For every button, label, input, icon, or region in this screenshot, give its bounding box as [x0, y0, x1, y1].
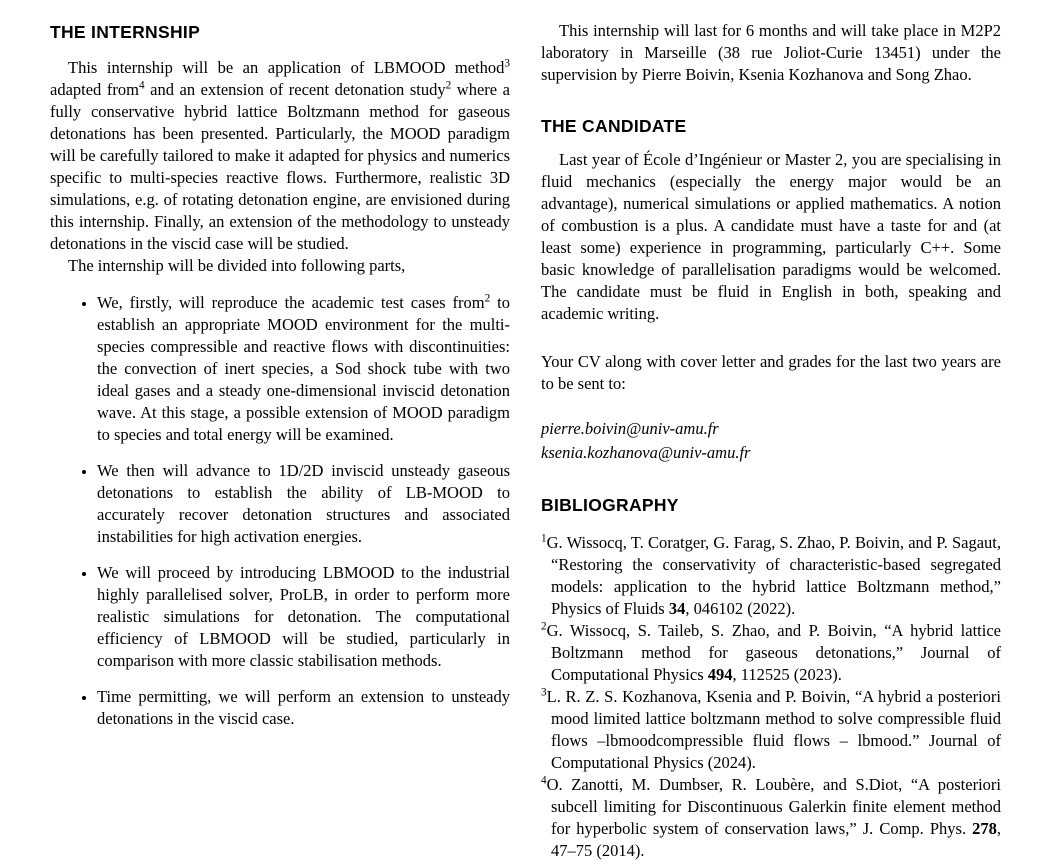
left-column [50, 20, 510, 867]
email-pierre-boivin: pierre.boivin@univ-amu.fr [541, 419, 719, 438]
task-item-4: • Time permitting, we will perform an extension to unsteady detonations in the viscid case. [97, 686, 510, 730]
internship-description-paragraph: This internship will be an application of LBMOOD method$^3$ adapted from$^4$ and an extension of recent detonation study$^2$ where a fully conservative hybrid lattice Boltzmann method for gaseous detonations has been presented. Particularly, the MOOD paradigm will be carefully tailored to make it adapted for physics and numerics specific to multi-species reactive flows. Furthermore, realistic 3D simulations, e.g. of rotating detonation engine, are envisioned during this internship. Finally, an extension of the methodology to unsteady detonations in the viscid case will be studied. [50, 57, 510, 253]
internship-tasks-list [50, 292, 510, 730]
location-duration-paragraph: This internship will last for 6 months and will take place in M2P2 laboratory in Marseille (38 rue Joliot-Curie 13451) under the supervision by Pierre Boivin, Ksenia Kozhanova and Song Zhao. [541, 21, 1001, 84]
bibliography-entry-2 [541, 620, 1001, 686]
contact-emails [541, 417, 1001, 465]
task-item-2: • We then will advance to 1D/2D inviscid unsteady gaseous detonations to establish the ability of LB-MOOD to accurately recover detonation structures and associated instabilities for high activation energies. [97, 460, 510, 548]
section-heading-internship: THE INTERNSHIP [50, 22, 201, 42]
bib-ref-text: G. Wissocq, T. Coratger, G. Farag, S. Zhao, P. Boivin, and P. Sagaut, “Restoring the conservativity of characteristic-based segregated models: application to the hybrid lattice Boltzmann method,” Physics of Fluids 34, 046102 (2022). [546, 533, 1001, 618]
application-instructions-paragraph: Your CV along with cover letter and grades for the last two years are to be sent to: [541, 352, 1001, 393]
internship-parts-intro: The internship will be divided into following parts, [68, 256, 406, 275]
section-heading-bibliography: BIBLIOGRAPHY [541, 495, 679, 515]
bib-ref-text: G. Wissocq, S. Taileb, S. Zhao, and P. Boivin, “A hybrid lattice Boltzmann method for gaseous detonations,” Journal of Computational Physics 494, 112525 (2023). [546, 621, 1001, 684]
bib-ref-text: O. Zanotti, M. Dumbser, R. Loubère, and S.Diot, “A posteriori subcell limiting for Discontinuous Galerkin finite element method for hyperbolic system of conservation laws,” J. Comp. Phys. 278, 47–75 (2014). [546, 775, 1001, 860]
candidate-profile-paragraph: Last year of École d’Ingénieur or Master 2, you are specialising in fluid mechanics (especially the energy major would be an advantage), numerical simulations or applied mathematics. A notion of combustion is a plus. A candidate must have a taste for and (at least some) experience in programming, particularly C++. Some basic knowledge of parallelisation paradigms would be welcomed. The candidate must be fluid in English in both, speaking and academic writing. [541, 150, 1001, 323]
right-column [541, 20, 1001, 867]
section-heading-candidate: THE CANDIDATE [541, 116, 687, 136]
bib-ref-text: L. R. Z. S. Kozhanova, Ksenia and P. Boivin, “A hybrid a posteriori mood limited lattice boltzmann method to solve compressible fluid flows –lbmoodcompressible fluid flows – lbmood.” Journal of Computational Physics (2024). [546, 687, 1001, 772]
bibliography-entry-3 [541, 686, 1001, 774]
task-item-1: • We, firstly, will reproduce the academic test cases from$^2$ to establish an appropriate MOOD environment for the multi-species compressible and reactive flows with discontinuities: the convection of inert species, a Sod shock tube with two ideal gases and a steady one-dimensional inviscid detonation wave. At this stage, a possible extension of MOOD paradigm to species and total energy will be examined. [97, 292, 510, 446]
bib-ref-number: 2 [541, 620, 547, 633]
bib-ref-number: 3 [541, 686, 547, 699]
bibliography-list [541, 532, 1001, 862]
bib-ref-number: 1 [541, 532, 547, 545]
email-ksenia-kozhanova: ksenia.kozhanova@univ-amu.fr [541, 443, 751, 462]
task-item-3: • We will proceed by introducing LBMOOD to the industrial highly parallelised solver, ProLB, in order to perform more realistic simulations for detonation. The computational efficiency of LBMOOD will be studied, particularly in comparison with more classic stabilisation methods. [97, 562, 510, 672]
bibliography-entry-1 [541, 532, 1001, 620]
bibliography-entry-4 [541, 774, 1001, 862]
bib-ref-number: 4 [541, 774, 547, 787]
